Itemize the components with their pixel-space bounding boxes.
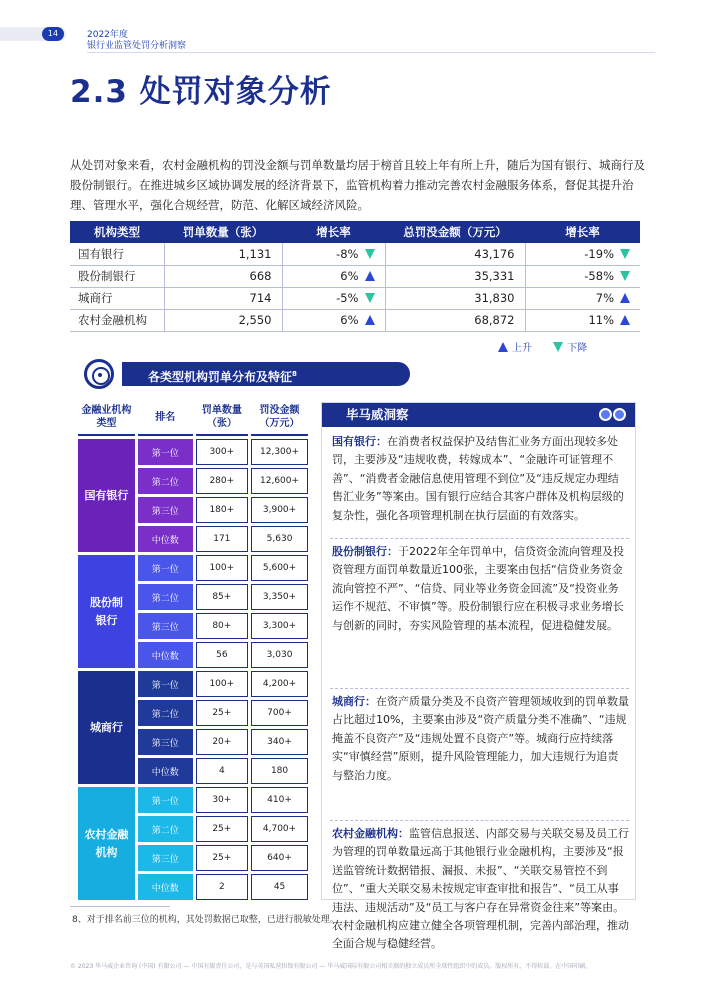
insight-text: 监管信息报送、内部交易与关联交易及员工行为管理的罚单数量远高于其他银行业金融机构，主要涉及“报送监管统计数据错报、漏报、未报”、“关联交易管控不到位”、“重大关联交易未按规定审查审批和报告”、“员工从事违法、违规活动”及“员工与客户存在异常资金往来”等案由。农村金融机构应建立健全各项管理机制，完善内部治理，推动全面合规与稳健经营。 [332,827,629,951]
copyright: © 2023 毕马威企业咨询 (中国) 有限公司 — 中国有限责任公司，是与英国私营担保有限公司 — 毕马威国际有限公司相关联的独立成员所全球性组织中的成员。版权所有，不得转载。在中国印刷。 [70,963,592,970]
distribution-table-header [78,400,308,436]
rank-label: 第二位 [138,584,193,610]
penalty-count: 100+ [196,555,249,581]
count-growth [282,243,385,265]
target-icon [84,359,114,389]
insight-text: 在消费者权益保护及结售汇业务方面出现较多处罚，主要涉及“违规收费，转嫁成本”、“金融许可证管理不善”、“消费者金融信息使用管理不到位”及“违反规定办理结售汇业务”等案由。国有银行应结合其客户群体及机构层级的复杂性，强化各项管理机制在执行层面的有效落实。 [332,435,624,522]
amount-growth-value: 11% [588,313,614,327]
insight-label: 股份制银行： [332,545,398,558]
penalty-amount: 3,030 [251,642,308,668]
penalty-amount: 340+ [251,729,308,755]
penalty-count: 25+ [196,845,249,871]
insight-block [332,825,629,954]
footnote-divider [70,906,170,907]
col-header: 增长率 [525,221,640,243]
page-title: 2.3 处罚对象分析 [70,74,332,110]
institution-type-value: 城商行 [78,291,113,305]
penalty-amount: 700+ [251,700,308,726]
binoculars-icon [599,406,629,424]
rank-label: 第三位 [138,613,193,639]
insight-label: 农村金融机构： [332,827,409,840]
penalty-amount: 3,350+ [251,584,308,610]
legend-down-label: 下降 [567,343,588,354]
col-header: 增长率 [282,221,385,243]
penalty-count: 4 [196,758,249,784]
institution-type-value: 国有银行 [78,246,124,261]
count-growth [282,287,385,309]
penalty-amount: 12,300+ [251,439,308,465]
penalty-count: 171 [196,526,249,552]
penalty-count: 56 [196,642,249,668]
penalty-count: 2 [196,874,249,900]
down-triangle-icon [365,293,375,303]
category-label: 机构 [95,845,118,859]
penalty-amount-value: 43,176 [474,246,515,261]
col-header: 罚单数量（张） [164,221,282,243]
institution-type [70,265,164,287]
distribution-table [75,397,311,903]
penalty-count [164,243,282,265]
section-title: 各类型机构罚单分布及特征 [148,370,293,384]
up-triangle-icon [365,315,375,325]
rank-label: 中位数 [138,526,193,552]
penalty-amount: 640+ [251,845,308,871]
institution-category [78,787,135,900]
category-label: 股份制 [89,595,123,609]
rank-label: 第二位 [138,700,193,726]
institution-type [70,287,164,309]
category-label: 国有银行 [84,488,129,502]
penalty-count-value: 714 [249,291,272,305]
amount-growth-value: -58% [584,269,614,283]
up-triangle-icon [498,342,508,352]
insight-divider [330,820,629,821]
col-header: 罚没金额（万元） [251,400,308,436]
penalty-count [164,265,282,287]
institution-type-value: 股份制银行 [78,269,136,283]
legend-up-label: 上升 [512,343,532,354]
distribution-row [78,787,308,813]
distribution-row [78,555,308,581]
penalty-amount: 410+ [251,787,308,813]
rank-label: 中位数 [138,758,193,784]
summary-table [70,221,640,332]
rank-label: 中位数 [138,642,193,668]
col-header: 总罚没金额（万元） [385,221,525,243]
penalty-count: 180+ [196,497,249,523]
footnote-mark: 8 [292,370,297,378]
category-label: 银行 [95,613,118,627]
insight-panel [321,402,636,951]
penalty-amount: 3,900+ [251,497,308,523]
count-growth [282,265,385,287]
penalty-amount: 180 [251,758,308,784]
header-divider [87,52,655,53]
page-number: 14 [42,27,64,41]
down-triangle-icon [620,249,630,259]
penalty-amount [385,243,525,265]
penalty-amount: 3,300+ [251,613,308,639]
penalty-count: 25+ [196,700,249,726]
col-header: 排名 [138,400,193,436]
penalty-amount [385,265,525,287]
down-triangle-icon [365,249,375,259]
penalty-count-value: 668 [249,269,272,283]
penalty-count: 300+ [196,439,249,465]
legend-up [498,343,532,354]
insight-divider [330,538,629,539]
insight-block [332,693,629,785]
penalty-amount [385,309,525,331]
amount-growth [525,243,640,265]
penalty-count: 80+ [196,613,249,639]
up-triangle-icon [365,271,375,281]
insight-label: 国有银行： [332,435,387,448]
insight-block [332,543,629,635]
distribution-row [78,671,308,697]
penalty-count: 20+ [196,729,249,755]
rank-label: 第一位 [138,555,193,581]
count-growth-value: -5% [336,291,359,305]
penalty-count: 30+ [196,787,249,813]
penalty-amount: 5,600+ [251,555,308,581]
institution-category [78,555,135,668]
penalty-count-value: 2,550 [238,313,272,327]
penalty-amount: 12,600+ [251,468,308,494]
rank-label: 第一位 [138,439,193,465]
insight-divider [330,688,629,689]
rank-label: 第二位 [138,468,193,494]
summary-table-header [70,221,640,243]
count-growth-value: 6% [340,269,359,283]
insight-block [332,433,629,525]
institution-type [70,309,164,331]
rank-label: 第一位 [138,671,193,697]
institution-category [78,439,135,552]
penalty-count [164,287,282,309]
penalty-count: 280+ [196,468,249,494]
down-triangle-icon [553,342,563,352]
insight-text: 在资产质量分类及不良资产管理领域收到的罚单数量占比超过10%，主要案由涉及“资产质量分类不准确”、“违规掩盖不良资产”及“违规处置不良资产”等。城商行应持续落实“审慎经营”原则，提升风险管理能力，加大违规行为追责与整治力度。 [332,695,629,782]
rank-label: 中位数 [138,874,193,900]
rank-label: 第三位 [138,845,193,871]
institution-category [78,671,135,784]
rank-label: 第三位 [138,729,193,755]
amount-growth-value: -19% [584,246,614,261]
institution-type [70,243,164,265]
rank-label: 第三位 [138,497,193,523]
amount-growth-value: 7% [595,291,614,305]
penalty-amount-value: 31,830 [474,291,515,305]
col-header: 金融业机构类型 [78,400,135,436]
insight-title: 毕马威洞察 [346,407,409,422]
penalty-count: 85+ [196,584,249,610]
col-header: 罚单数量（张） [196,400,249,436]
distribution-row [78,439,308,465]
amount-growth [525,309,640,331]
down-triangle-icon [620,271,630,281]
rank-label: 第一位 [138,787,193,813]
legend-down [553,343,587,354]
penalty-amount: 5,630 [251,526,308,552]
header-subtitle: 银行业监管处罚分析洞察 [87,41,187,51]
up-triangle-icon [620,315,630,325]
penalty-amount [385,287,525,309]
summary-table-row [70,243,640,265]
penalty-amount: 4,200+ [251,671,308,697]
category-label: 城商行 [89,720,123,734]
page-number-tab [0,27,66,41]
summary-table-row [70,287,640,309]
category-label: 农村金融 [84,827,129,841]
col-header: 机构类型 [70,221,164,243]
insight-header [322,403,635,427]
count-growth [282,309,385,331]
penalty-count: 25+ [196,816,249,842]
intro-paragraph: 从处罚对象来看，农村金融机构的罚没金额与罚单数量均居于榜首且较上年有所上升，随后为国有银行、城商行及股份制银行。在推进城乡区域协调发展的经济背景下，监管机构着力推动完善农村金融服务体系，督促其提升治理、管理水平，强化合规经营，防范、化解区域经济风险。 [70,158,645,212]
footnote: 8、对于排名前三位的机构，其处罚数据已取整，已进行脱敏处理。 [72,915,339,925]
institution-type-value: 农村金融机构 [78,313,147,327]
summary-table-row [70,265,640,287]
amount-growth [525,265,640,287]
count-growth-value: 6% [340,313,359,327]
amount-growth [525,287,640,309]
penalty-count: 100+ [196,671,249,697]
penalty-amount: 4,700+ [251,816,308,842]
up-triangle-icon [620,293,630,303]
penalty-count-value: 1,131 [238,246,272,261]
rank-label: 第二位 [138,816,193,842]
trend-legend [498,339,605,354]
summary-table-row [70,309,640,331]
penalty-amount: 45 [251,874,308,900]
penalty-count [164,309,282,331]
count-growth-value: -8% [336,246,359,261]
insight-text: 于2022年全年罚单中，信贷资金流向管理及投资管理方面罚单数量近100张，主要案由包括“信贷业务资金流向管控不严”、“信贷、同业等业务资金回流”及“投资业务运作不规范、不审慎”等。股份制银行应在积极寻求业务增长与创新的同时，夯实风险管理的基本流程，促进稳健发展。 [332,545,624,632]
penalty-amount-value: 68,872 [474,313,515,327]
header-year: 2022年度 [87,30,128,40]
section-banner [122,362,410,386]
insight-label: 城商行： [332,695,376,708]
penalty-amount-value: 35,331 [474,269,515,283]
